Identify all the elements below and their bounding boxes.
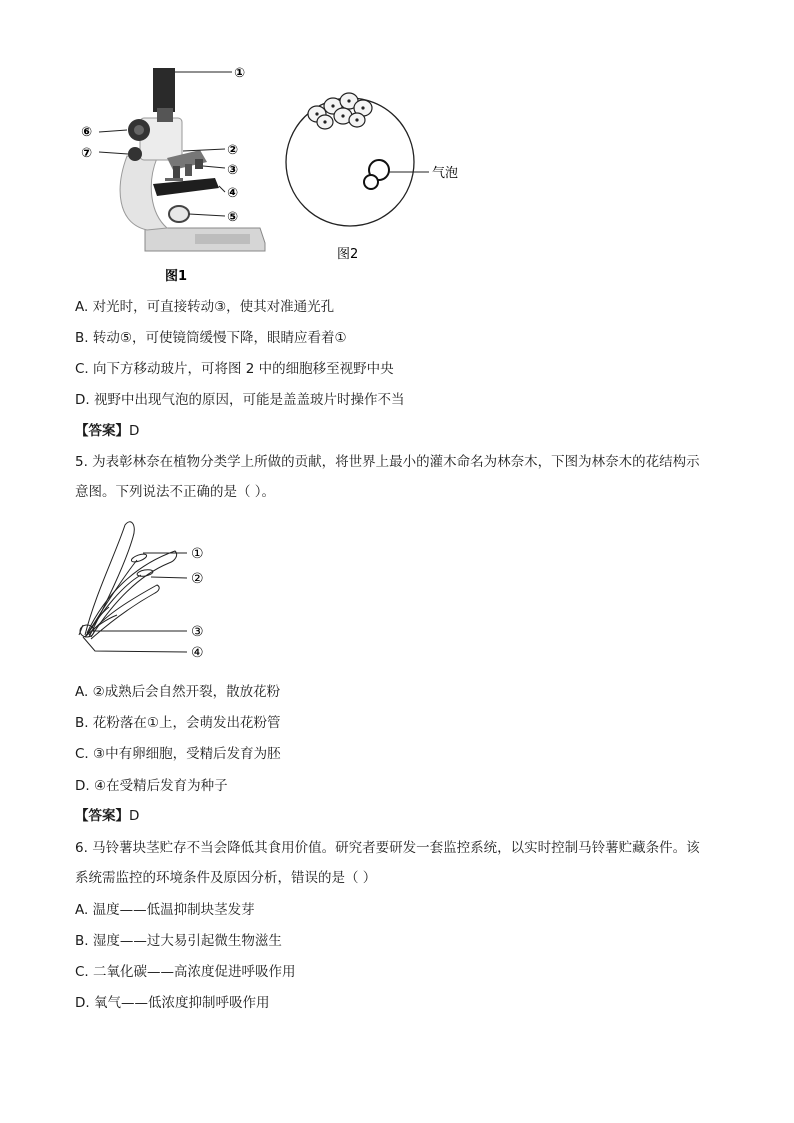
q4-answer-value: D [129,423,140,439]
q6-option-c: C. 二氧化碳——高浓度促进呼吸作用 [75,964,296,980]
q6-stem-line2: 系统需监控的环境条件及原因分析，错误的是（ ） [75,870,377,886]
bubble-label: 气泡 [432,166,459,181]
q4-option-c: C. 向下方移动玻片，可将图 2 中的细胞移至视野中央 [75,361,394,377]
q5-answer-tag: 【答案】 [75,808,129,824]
q5-stem-line1: 5. 为表彰林奈在植物分类学上所做的贡献，将世界上最小的灌木命名为林奈木，下图为林奈木的花结构示 [75,454,700,470]
figure2-caption: 图2 [337,247,359,262]
q6-option-d: D. 氧气——低浓度抑制呼吸作用 [75,995,270,1011]
q6-option-a: A. 温度——低温抑制块茎发芽 [75,902,255,918]
q5-option-c: C. ③中有卵细胞，受精后发育为胚 [75,746,281,762]
q5-option-b: B. 花粉落在①上，会萌发出花粉管 [75,715,281,731]
q5-stem-line2: 意图。下列说法不正确的是（ ）。 [75,484,276,500]
flower-label-2: ② [191,571,204,587]
flower-figure [75,515,225,665]
figure1-caption: 图1 [165,269,188,284]
q6-option-b: B. 湿度——过大易引起微生物滋生 [75,933,282,949]
q4-answer [75,421,139,441]
q5-answer-value: D [129,808,140,824]
q5-option-d: D. ④在受精后发育为种子 [75,778,228,794]
q6-stem-line1: 6. 马铃薯块茎贮存不当会降低其食用价值。研究者要研发一套监控系统，以实时控制马铃薯贮藏条件。该 [75,840,700,856]
q5-option-a: A. ②成熟后会自然开裂，散放花粉 [75,684,281,700]
q4-option-d: D. 视野中出现气泡的原因，可能是盖盖玻片时操作不当 [75,392,405,408]
flower-label-4: ④ [191,645,204,661]
field-of-view-figure [283,80,483,268]
label-3: ③ [227,163,239,178]
q4-option-b: B. 转动⑤，可使镜筒缓慢下降，眼睛应看着① [75,330,347,346]
label-4: ④ [227,186,239,201]
label-5: ⑤ [227,210,239,225]
microscope-figure [75,58,275,286]
q5-answer [75,806,139,826]
flower-label-3: ③ [191,624,204,640]
label-7: ⑦ [81,146,93,161]
flower-label-1: ① [191,546,204,562]
q4-answer-tag: 【答案】 [75,423,129,439]
label-6: ⑥ [81,125,93,140]
label-1: ① [234,66,246,81]
label-2: ② [227,143,239,158]
q4-option-a: A. 对光时，可直接转动③，使其对准通光孔 [75,299,335,315]
